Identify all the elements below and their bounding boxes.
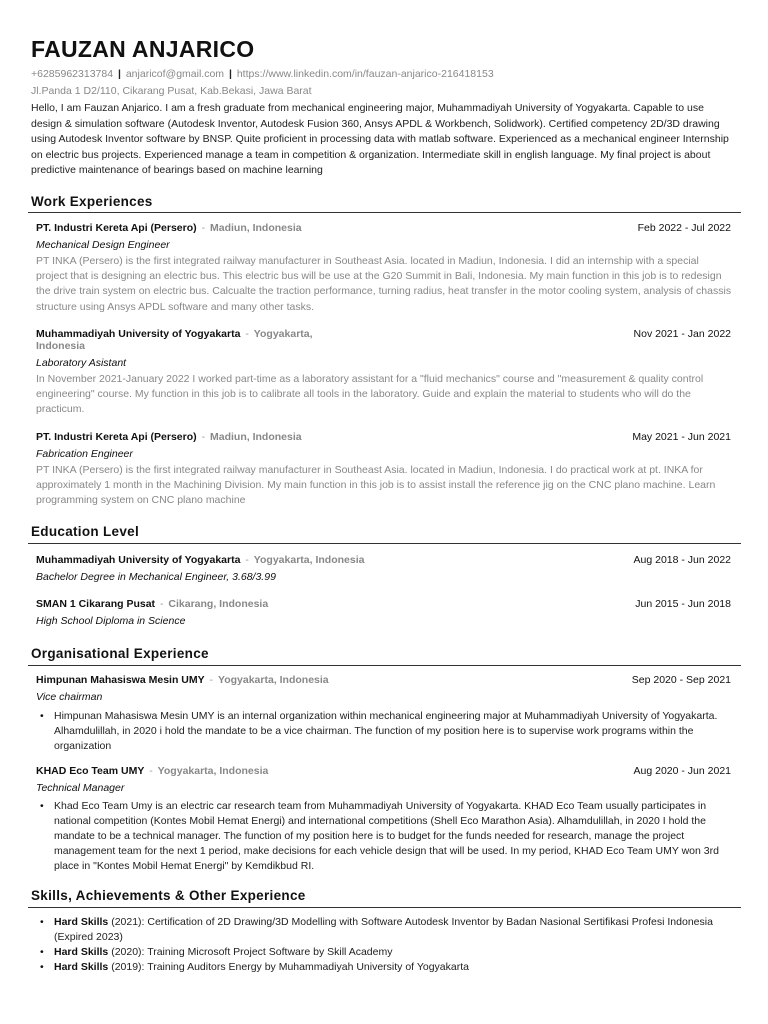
organisation-entry-header bbox=[36, 765, 731, 777]
dash: - bbox=[209, 674, 214, 686]
section-title-work: Work Experiences bbox=[31, 194, 153, 209]
date-range: Sep 2020 - Sep 2021 bbox=[631, 674, 731, 686]
organization-name: PT. Industri Kereta Api (Persero) bbox=[36, 222, 197, 234]
job-description: PT INKA (Persero) is the first integrated railway manufacturer in Southeast Asia. located in Madiun, Indonesia. I did an internship with a special project that is designing an electric bus. This electric bus will be use at the G20 Summit in Bali, Indonesia. My main function in this job is to redesign the drive train system on electric bus. Calcualte the traction performance, turning radius, heat transfer in the motor cooling system, analysis of chassis structure using Ansys APDL software and many other tasks. bbox=[36, 255, 732, 313]
organization-name: Muhammadiyah University of Yogyakarta bbox=[36, 328, 241, 340]
work-entry-header bbox=[36, 222, 731, 234]
separator: | bbox=[228, 68, 232, 80]
date-range: Jun 2015 - Jun 2018 bbox=[635, 598, 731, 610]
candidate-name: FAUZAN ANJARICO bbox=[31, 36, 255, 62]
location-text: Yogyakarta, Indonesia bbox=[253, 554, 365, 566]
job-role: Fabrication Engineer bbox=[36, 448, 133, 460]
education-entry-header bbox=[36, 598, 731, 610]
section-title-education: Education Level bbox=[31, 524, 140, 539]
section-divider bbox=[28, 212, 741, 213]
date-range: Aug 2020 - Jun 2021 bbox=[633, 765, 731, 777]
organisation-bullet-list bbox=[38, 709, 738, 754]
date-range: Aug 2018 - Jun 2022 bbox=[633, 554, 731, 566]
dash: - bbox=[201, 222, 206, 234]
location-text: Cikarang, Indonesia bbox=[168, 598, 269, 610]
location-text: Yogyakarta, bbox=[253, 328, 313, 340]
work-entry-header bbox=[36, 431, 731, 443]
work-entry-location-wrap bbox=[36, 340, 731, 352]
section-divider bbox=[28, 907, 741, 908]
email-link[interactable]: anjaricof@gmail.com bbox=[125, 68, 225, 80]
skill-text: (2020): Training Microsoft Project Software by Skill Academy bbox=[108, 946, 393, 958]
date-range: Nov 2021 - Jan 2022 bbox=[633, 328, 731, 340]
section-title-skills: Skills, Achievements & Other Experience bbox=[31, 888, 306, 903]
skill-text: (2021): Certification of 2D Drawing/3D Modelling with Software Autodesk Inventor by Badan Nasional Sertifikasi Profesi Indonesia (Expired 2023) bbox=[54, 916, 713, 943]
organisation-entry-header bbox=[36, 674, 731, 686]
skill-text: (2019): Training Auditors Energy by Muhammadiyah University of Yogyakarta bbox=[108, 961, 469, 973]
organization-name: Himpunan Mahasiswa Mesin UMY bbox=[36, 674, 205, 686]
education-entry-header bbox=[36, 554, 731, 566]
location-text: Yogyakarta, Indonesia bbox=[217, 674, 329, 686]
section-title-organisation: Organisational Experience bbox=[31, 646, 209, 661]
list-item bbox=[38, 960, 738, 975]
list-item: • Himpunan Mahasiswa Mesin UMY is an internal organization within mechanical engineering major at Muhammadiyah University of Yogyakarta. Alhamdulillah, in 2020 i hold the mandate to be a vice chairman. The function of my position here is to supervise work programs within the organization bbox=[38, 709, 738, 754]
profile-summary: Hello, I am Fauzan Anjarico. I am a fresh graduate from mechanical engineering major, Muhammadiyah University of Yogyakarta. Capable to use design & simulation software (Autodesk Inventor, Autodesk Fusion 360, Ansys APDL & Workbench, Solidwork). Certified competency 2D/3D drawing using Autodesk Inventor software by BNSP. Quite proficient in processing data with matlab software. Experienced as a mechanical engineer Internship on electric bus projects. Experienced manage a team in competition & organization. Intermediate skill in english language. My final project is about predictive maintenance of bearings based on machine learning bbox=[31, 102, 729, 176]
section-divider bbox=[28, 665, 741, 666]
school-name: Muhammadiyah University of Yogyakarta bbox=[36, 554, 241, 566]
dash: - bbox=[159, 598, 164, 610]
job-role: Mechanical Design Engineer bbox=[36, 239, 170, 251]
job-role: Laboratory Asistant bbox=[36, 357, 127, 369]
dash: - bbox=[201, 431, 206, 443]
location-text: Madiun, Indonesia bbox=[210, 431, 302, 443]
position-role: Technical Manager bbox=[36, 782, 125, 794]
section-divider bbox=[28, 543, 741, 544]
position-role: Vice chairman bbox=[36, 691, 103, 703]
location-text: Indonesia bbox=[36, 340, 86, 352]
work-entry-header bbox=[36, 328, 731, 340]
school-name: SMAN 1 Cikarang Pusat bbox=[36, 598, 156, 610]
organization-name: KHAD Eco Team UMY bbox=[36, 765, 145, 777]
dash: - bbox=[149, 765, 153, 777]
phone-text: +6285962313784 bbox=[31, 68, 114, 80]
address-text: Jl.Panda 1 D2/110, Cikarang Pusat, Kab.Bekasi, Jawa Barat bbox=[31, 85, 312, 97]
list-item bbox=[38, 915, 738, 945]
linkedin-link[interactable]: https://www.linkedin.com/in/fauzan-anjarico-216418153 bbox=[236, 68, 494, 80]
job-description: PT INKA (Persero) is the first integrated railway manufacturer in Southeast Asia. located in Madiun, Indonesia. I do practical work at pt. INKA for approximately 1 month in the Machining Division. My main function in this job is to assist install the reference jig on the CNC plano machine. Learn programming system on CNC plano machine bbox=[36, 464, 716, 507]
date-range: May 2021 - Jun 2021 bbox=[632, 431, 731, 443]
organisation-bullet-list bbox=[38, 799, 738, 874]
degree-text: High School Diploma in Science bbox=[36, 615, 186, 627]
dash: - bbox=[245, 554, 249, 566]
list-item bbox=[38, 945, 738, 960]
location-text: Madiun, Indonesia bbox=[210, 222, 302, 234]
date-range: Feb 2022 - Jul 2022 bbox=[637, 222, 731, 234]
contact-line bbox=[31, 68, 494, 80]
skills-bullet-list bbox=[38, 915, 738, 975]
skill-label: Hard Skills bbox=[54, 946, 109, 958]
job-description: In November 2021-January 2022 I worked part-time as a laboratory assistant for a "fluid mechanics" course and "measurement & quality control engineering" course. My function in this job is to calibrate all tools in the laboratory. Guide and explain the material to students who will do the practicum. bbox=[36, 373, 704, 416]
dash: - bbox=[245, 328, 249, 340]
skill-label: Hard Skills bbox=[54, 916, 109, 928]
separator: | bbox=[117, 68, 121, 80]
location-text: Yogyakarta, Indonesia bbox=[157, 765, 269, 777]
list-item: • Khad Eco Team Umy is an electric car research team from Muhammadiyah University of Yogyakarta. KHAD Eco Team usually participates in national competition (Kontes Mobil Hemat Energi) and international competitions (Shell Eco Marathon Asia). Alhamdulillah, in 2020 I hold the mandate to be a technical manager. The function of my position here is to budget for the funds needed for research, manage the project management team for the next 1 period, make decisions for each vehicle design that will be used. In my period, KHAD Eco Team UMY won 3rd place in "Kontes Mobil Hemat Energi" by Kemdikbud RI. bbox=[38, 799, 738, 874]
organization-name: PT. Industri Kereta Api (Persero) bbox=[36, 431, 197, 443]
skill-label: Hard Skills bbox=[54, 961, 109, 973]
degree-text: Bachelor Degree in Mechanical Engineer, 3.68/3.99 bbox=[36, 571, 276, 583]
